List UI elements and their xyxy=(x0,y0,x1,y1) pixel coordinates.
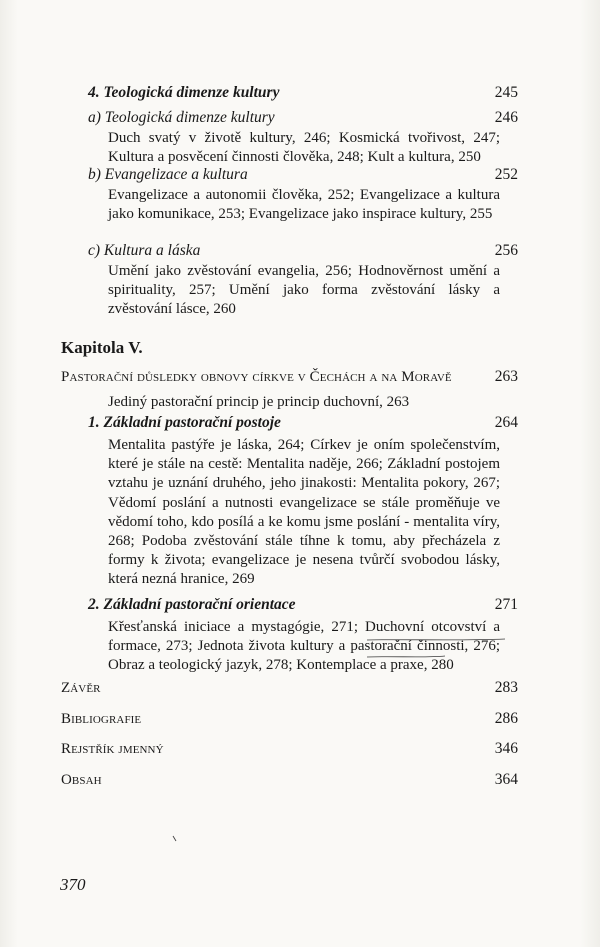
toc-entry-title: Bibliografie xyxy=(61,711,142,727)
toc-entry-page: 346 xyxy=(494,740,518,757)
toc-entry-title: Pastorační důsledky obnovy církve v Čechách a na Moravě xyxy=(61,369,452,385)
toc-entry-title: b) Evangelizace a kultura xyxy=(88,166,248,183)
toc-entry-title: 4. Teologická dimenze kultury xyxy=(88,84,280,101)
toc-entry-title: c) Kultura a láska xyxy=(88,242,201,259)
toc-entry-description: Křesťanská iniciace a mystagógie, 271; Duchovní otcovství a formace, 273; Jednota života kultury a pastorační činnosti, 276; Obraz a teologický jazyk, 278; Kontemplace a praxe, 280 xyxy=(108,619,500,674)
toc-entry-page: 364 xyxy=(494,771,518,788)
toc-entry-title: Závěr xyxy=(61,680,101,696)
toc-entry-2 xyxy=(88,594,518,616)
toc-entry-b xyxy=(88,164,518,186)
toc-entry-page: 271 xyxy=(494,596,518,613)
toc-entry-page: 283 xyxy=(494,679,518,696)
toc-entry-page: 256 xyxy=(494,242,518,259)
toc-entry-a xyxy=(88,107,518,129)
toc-entry-back xyxy=(61,708,518,730)
chapter-heading: Kapitola V. xyxy=(61,338,143,357)
page-number: 370 xyxy=(60,875,86,894)
toc-entry-1 xyxy=(88,412,518,434)
toc-entry-back xyxy=(61,738,518,760)
toc-entry-4 xyxy=(88,82,518,104)
toc-entry-description: Evangelizace a autonomii člověka, 252; Evangelizace a kultura jako komunikace, 253; Evangelizace jako inspirace kultury, 255 xyxy=(108,187,500,223)
toc-entry-page: 246 xyxy=(494,109,518,126)
toc-entry-description: Duch svatý v životě kultury, 246; Kosmická tvořivost, 247; Kultura a posvěcení činnosti člověka, 248; Kult a kultura, 250 xyxy=(108,130,500,166)
toc-entry-back xyxy=(61,769,518,791)
toc-entry-page: 252 xyxy=(494,166,518,183)
toc-entry-title: Rejstřík jmenný xyxy=(61,741,164,757)
toc-entry-title: Obsah xyxy=(61,772,102,788)
chapter-intro: Jediný pastorační princip je princip duchovní, 263 xyxy=(108,394,410,410)
toc-entry-description: Mentalita pastýře je láska, 264; Církev je oním společenstvím, které je stále na cestě: Mentalita naděje, 266; Základní postojem vztahu je uznání druhého, jeho jinakosti: Mentalita pokory, 267; Vědomí poslání a nutnosti evangelizace se stále proměňuje ve vědomí toho, kdo posílá a ke komu jsme poslání - mentalita víry, 268; Podoba zvěstování stále tíhne k tomu, aby přecházela z formy k života; evangelizace je nesena tvůrčí svobodou lásky, která nezná hranice, 269 xyxy=(108,437,500,588)
toc-entry-title: 1. Základní pastorační postoje xyxy=(88,414,281,431)
toc-entry-page: 264 xyxy=(494,414,518,431)
toc-entry-c xyxy=(88,240,518,262)
toc-entry-description: Umění jako zvěstování evangelia, 256; Hodnověrnost umění a spirituality, 257; Umění jako forma zvěstování lásky a zvěstování lásce, 260 xyxy=(108,263,500,318)
toc-entry-chapter-5 xyxy=(61,366,518,388)
stray-mark-icon xyxy=(172,835,178,843)
toc-entry-back xyxy=(61,677,518,699)
toc-entry-title: a) Teologická dimenze kultury xyxy=(88,109,275,126)
toc-entry-page: 286 xyxy=(494,710,518,727)
toc-entry-title: 2. Základní pastorační orientace xyxy=(88,596,296,613)
toc-entry-page: 263 xyxy=(494,368,518,385)
toc-entry-page: 245 xyxy=(494,84,518,101)
